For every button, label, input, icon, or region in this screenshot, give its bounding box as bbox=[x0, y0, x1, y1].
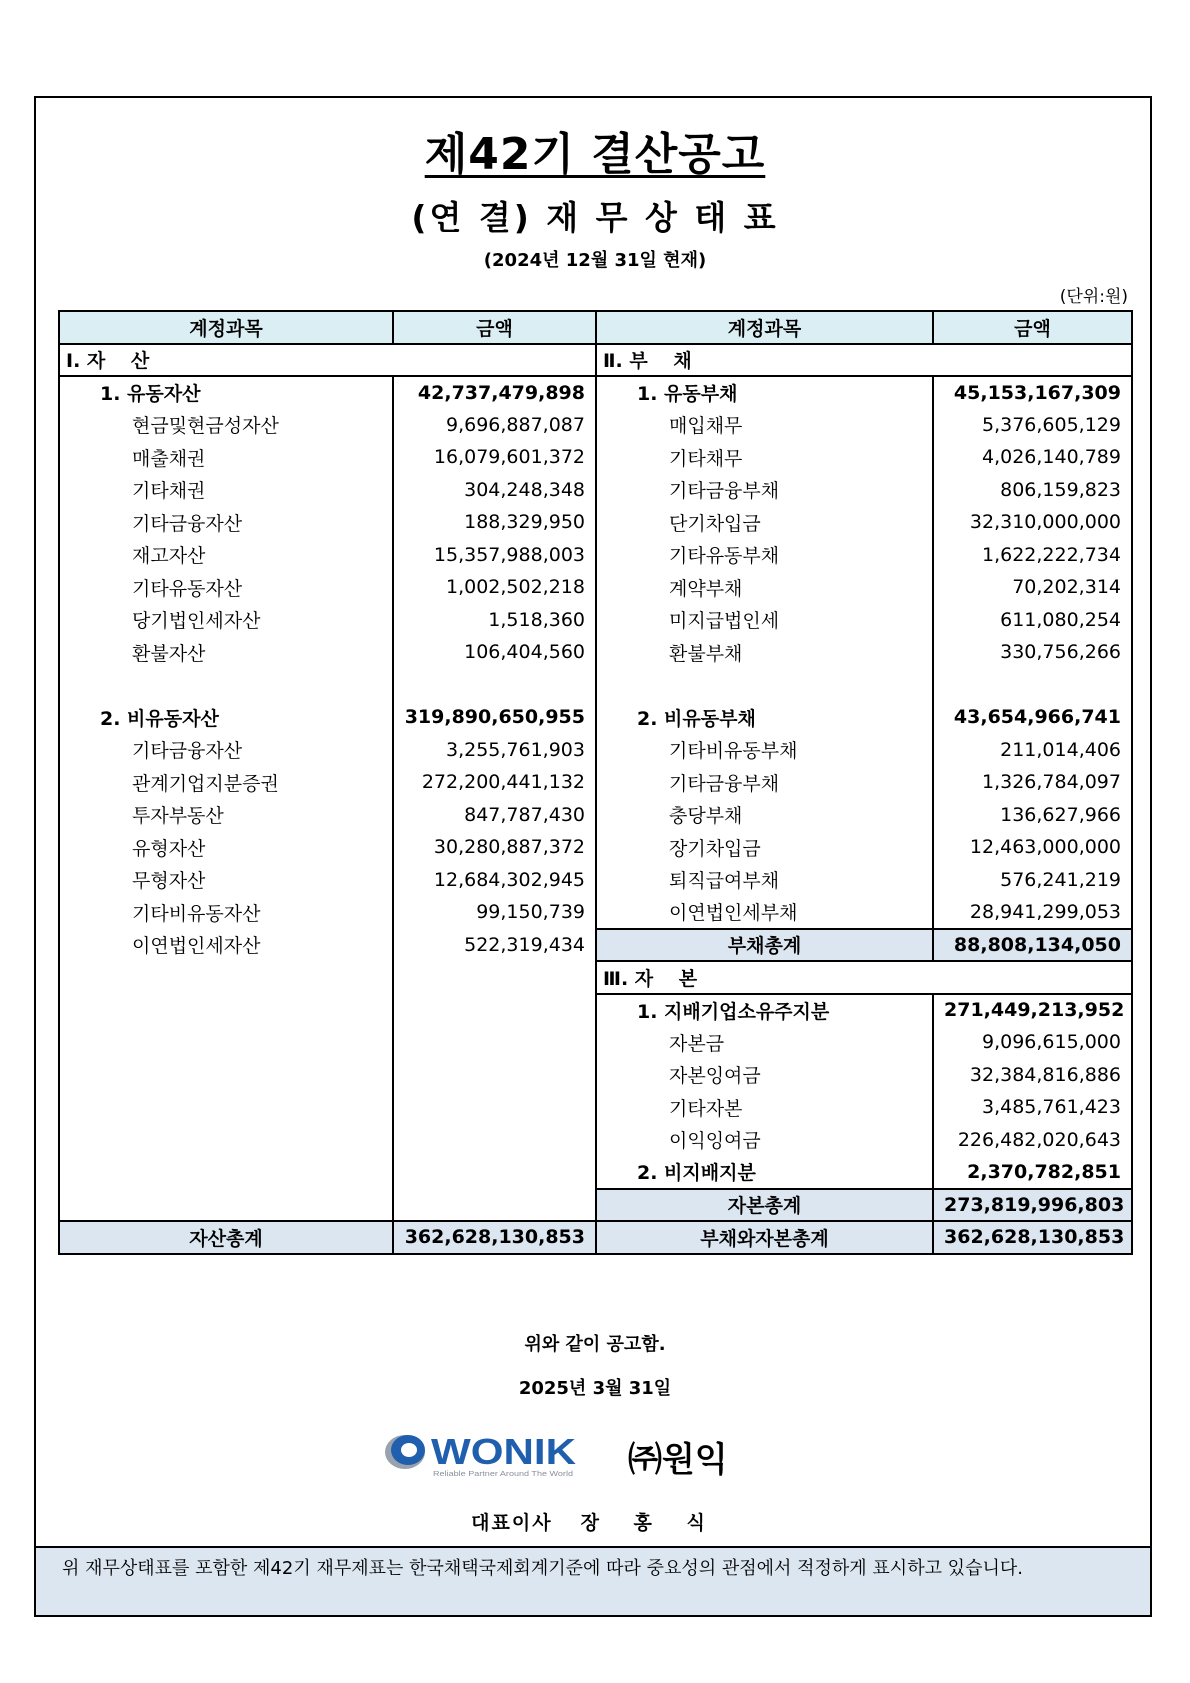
account-amount: 5,376,605,129 bbox=[933, 409, 1132, 442]
table-row bbox=[59, 604, 1132, 637]
account-label: 기타금융부채 bbox=[596, 766, 933, 799]
account-amount: 42,737,479,898 bbox=[393, 376, 596, 409]
empty-cell bbox=[393, 994, 596, 1027]
account-label: 현금및현금성자산 bbox=[132, 415, 279, 438]
account-amount: 12,463,000,000 bbox=[933, 831, 1132, 864]
account-amount: 32,310,000,000 bbox=[933, 506, 1132, 539]
account-amount: 319,890,650,955 bbox=[393, 701, 596, 734]
table-row bbox=[59, 474, 1132, 507]
account-label: 기타금융자산 bbox=[132, 512, 243, 535]
account-label: 재고자산 bbox=[132, 545, 206, 568]
ceo-signature bbox=[0, 1508, 1190, 1535]
table-row bbox=[59, 636, 1132, 669]
account-label: 이익잉여금 bbox=[596, 1124, 933, 1157]
section-liabilities: Ⅱ. 부 채 bbox=[596, 344, 1132, 377]
account-label: 1. 유동자산 bbox=[100, 383, 201, 406]
account-label: 기타금융자산 bbox=[132, 740, 243, 763]
account-amount: 2,370,782,851 bbox=[933, 1156, 1132, 1189]
grand-total-row bbox=[59, 1221, 1132, 1254]
table-row bbox=[59, 961, 1132, 994]
table-row bbox=[59, 1189, 1132, 1222]
as-of-date: (2024년 12월 31일 현재) bbox=[483, 250, 707, 271]
account-amount: 45,153,167,309 bbox=[933, 376, 1132, 409]
page-title: 제42기 결산공고 bbox=[424, 129, 766, 180]
total-assets-amount: 362,628,130,853 bbox=[393, 1221, 596, 1254]
account-label: 자본잉여금 bbox=[596, 1059, 933, 1092]
empty-cell bbox=[393, 961, 596, 994]
account-amount: 1,002,502,218 bbox=[393, 571, 596, 604]
account-label: 기타비유동부채 bbox=[596, 734, 933, 767]
account-amount: 304,248,348 bbox=[393, 474, 596, 507]
empty-cell bbox=[59, 961, 393, 994]
table-row bbox=[59, 1156, 1132, 1189]
empty-cell bbox=[59, 669, 393, 702]
table-row bbox=[59, 1124, 1132, 1157]
table-row bbox=[59, 376, 1132, 409]
account-amount: 99,150,739 bbox=[393, 896, 596, 929]
table-row bbox=[59, 994, 1132, 1027]
total-equity-amount: 273,819,996,803 bbox=[933, 1189, 1132, 1222]
account-label: 충당부채 bbox=[596, 799, 933, 832]
table-row bbox=[59, 831, 1132, 864]
account-amount: 32,384,816,886 bbox=[933, 1059, 1132, 1092]
account-label: 미지급법인세 bbox=[596, 604, 933, 637]
account-amount: 1,326,784,097 bbox=[933, 766, 1132, 799]
logo-wordmark: WONIK bbox=[431, 1431, 576, 1472]
total-liabilities-label: 부채총계 bbox=[596, 929, 933, 962]
empty-cell bbox=[59, 994, 393, 1027]
empty-cell bbox=[393, 669, 596, 702]
account-amount: 806,159,823 bbox=[933, 474, 1132, 507]
account-amount: 16,079,601,372 bbox=[393, 441, 596, 474]
logo-tagline: Reliable Partner Around The World bbox=[433, 1471, 574, 1478]
empty-cell bbox=[933, 669, 1132, 702]
table-row bbox=[59, 701, 1132, 734]
ceo-name: 장 홍 식 bbox=[580, 1512, 719, 1534]
empty-cell bbox=[393, 1026, 596, 1059]
account-label: 당기법인세자산 bbox=[132, 610, 261, 633]
account-amount: 1,622,222,734 bbox=[933, 539, 1132, 572]
account-label: 기타유동부채 bbox=[596, 539, 933, 572]
table-row bbox=[59, 896, 1132, 929]
account-label: 기타채무 bbox=[596, 441, 933, 474]
table-row bbox=[59, 1091, 1132, 1124]
account-amount: 330,756,266 bbox=[933, 636, 1132, 669]
account-label: 자본금 bbox=[596, 1026, 933, 1059]
empty-cell bbox=[59, 1026, 393, 1059]
account-label: 기타금융부채 bbox=[596, 474, 933, 507]
table-row bbox=[59, 571, 1132, 604]
account-amount: 70,202,314 bbox=[933, 571, 1132, 604]
table-row bbox=[59, 929, 1132, 962]
table-row bbox=[59, 864, 1132, 897]
empty-cell bbox=[59, 1124, 393, 1157]
table-row bbox=[59, 669, 1132, 702]
empty-cell bbox=[393, 1189, 596, 1222]
ceo-title: 대표이사 bbox=[471, 1512, 553, 1534]
section-assets: Ⅰ. 자 산 bbox=[59, 344, 596, 377]
account-amount: 4,026,140,789 bbox=[933, 441, 1132, 474]
table-row bbox=[59, 799, 1132, 832]
empty-cell bbox=[596, 669, 933, 702]
account-label: 이연법인세자산 bbox=[132, 935, 261, 958]
empty-cell bbox=[59, 1059, 393, 1092]
account-label: 2. 비지배지분 bbox=[596, 1156, 933, 1189]
account-amount: 211,014,406 bbox=[933, 734, 1132, 767]
account-label: 2. 비유동자산 bbox=[100, 707, 219, 730]
empty-cell bbox=[59, 1189, 393, 1222]
account-amount: 30,280,887,372 bbox=[393, 831, 596, 864]
empty-cell bbox=[59, 1091, 393, 1124]
table-row bbox=[59, 506, 1132, 539]
total-liab-equity-label: 부채와자본총계 bbox=[596, 1221, 933, 1254]
logo-ring-hole bbox=[401, 1443, 417, 1457]
account-amount: 1,518,360 bbox=[393, 604, 596, 637]
account-amount: 15,357,988,003 bbox=[393, 539, 596, 572]
total-equity-label: 자본총계 bbox=[596, 1189, 933, 1222]
empty-cell bbox=[393, 1124, 596, 1157]
account-label: 1. 지배기업소유주지분 bbox=[596, 994, 933, 1027]
account-amount: 9,096,615,000 bbox=[933, 1026, 1132, 1059]
table-row bbox=[59, 441, 1132, 474]
account-amount: 136,627,966 bbox=[933, 799, 1132, 832]
account-label: 기타유동자산 bbox=[132, 577, 243, 600]
account-label: 2. 비유동부채 bbox=[596, 701, 933, 734]
table-row bbox=[59, 409, 1132, 442]
account-label: 투자부동산 bbox=[132, 805, 224, 828]
column-header-amount-left: 금액 bbox=[393, 311, 596, 344]
account-label: 1. 유동부채 bbox=[596, 376, 933, 409]
account-amount: 522,319,434 bbox=[393, 929, 596, 962]
section-equity: Ⅲ. 자 본 bbox=[596, 961, 1132, 994]
account-label: 기타자본 bbox=[596, 1091, 933, 1124]
account-amount: 12,684,302,945 bbox=[393, 864, 596, 897]
account-amount: 611,080,254 bbox=[933, 604, 1132, 637]
account-amount: 226,482,020,643 bbox=[933, 1124, 1132, 1157]
total-assets-label: 자산총계 bbox=[59, 1221, 393, 1254]
account-label: 환불부채 bbox=[596, 636, 933, 669]
wonik-logo bbox=[383, 1428, 579, 1480]
table-row bbox=[59, 1059, 1132, 1092]
account-label: 단기차입금 bbox=[596, 506, 933, 539]
account-label: 관계기업지분증권 bbox=[132, 772, 279, 795]
account-amount: 9,696,887,087 bbox=[393, 409, 596, 442]
account-label: 매출채권 bbox=[132, 447, 206, 470]
column-header-account-left: 계정과목 bbox=[59, 311, 393, 344]
account-amount: 43,654,966,741 bbox=[933, 701, 1132, 734]
empty-cell bbox=[393, 1091, 596, 1124]
account-amount: 106,404,560 bbox=[393, 636, 596, 669]
account-amount: 188,329,950 bbox=[393, 506, 596, 539]
audit-footnote: 위 재무상태표를 포함한 제42기 재무제표는 한국채택국제회계기준에 따라 중요성의 관점에서 적정하게 표시하고 있습니다. bbox=[36, 1546, 1150, 1615]
account-amount: 28,941,299,053 bbox=[933, 896, 1132, 929]
table-row bbox=[59, 734, 1132, 767]
empty-cell bbox=[393, 1156, 596, 1189]
account-amount: 847,787,430 bbox=[393, 799, 596, 832]
total-liabilities-amount: 88,808,134,050 bbox=[933, 929, 1132, 962]
account-amount: 271,449,213,952 bbox=[933, 994, 1132, 1027]
section-row bbox=[59, 344, 1132, 377]
account-label: 퇴직급여부채 bbox=[596, 864, 933, 897]
company-name: ㈜원익 bbox=[628, 1440, 728, 1480]
account-label: 유형자산 bbox=[132, 837, 206, 860]
table-row bbox=[59, 539, 1132, 572]
table-row bbox=[59, 766, 1132, 799]
account-label: 기타비유동자산 bbox=[132, 902, 261, 925]
account-amount: 3,255,761,903 bbox=[393, 734, 596, 767]
account-amount: 272,200,441,132 bbox=[393, 766, 596, 799]
unit-label: (단위:원) bbox=[1059, 287, 1128, 307]
account-label: 장기차입금 bbox=[596, 831, 933, 864]
total-liab-equity-amount: 362,628,130,853 bbox=[933, 1221, 1132, 1254]
account-label: 계약부채 bbox=[596, 571, 933, 604]
notice-text: 위와 같이 공고함. bbox=[524, 1334, 666, 1355]
account-label: 무형자산 bbox=[132, 870, 206, 893]
empty-cell bbox=[59, 1156, 393, 1189]
empty-cell bbox=[393, 1059, 596, 1092]
notice-date: 2025년 3월 31일 bbox=[518, 1378, 672, 1399]
account-label: 환불자산 bbox=[132, 642, 206, 665]
account-label: 이연법인세부채 bbox=[596, 896, 933, 929]
statement-subtitle: (연 결) 재 무 상 태 표 bbox=[411, 198, 779, 237]
table-row bbox=[59, 1026, 1132, 1059]
account-label: 매입채무 bbox=[596, 409, 933, 442]
balance-sheet-table bbox=[58, 310, 1133, 1255]
column-header-account-right: 계정과목 bbox=[596, 311, 933, 344]
account-amount: 576,241,219 bbox=[933, 864, 1132, 897]
table-header-row bbox=[59, 311, 1132, 344]
account-amount: 3,485,761,423 bbox=[933, 1091, 1132, 1124]
account-label: 기타채권 bbox=[132, 480, 206, 503]
column-header-amount-right: 금액 bbox=[933, 311, 1132, 344]
